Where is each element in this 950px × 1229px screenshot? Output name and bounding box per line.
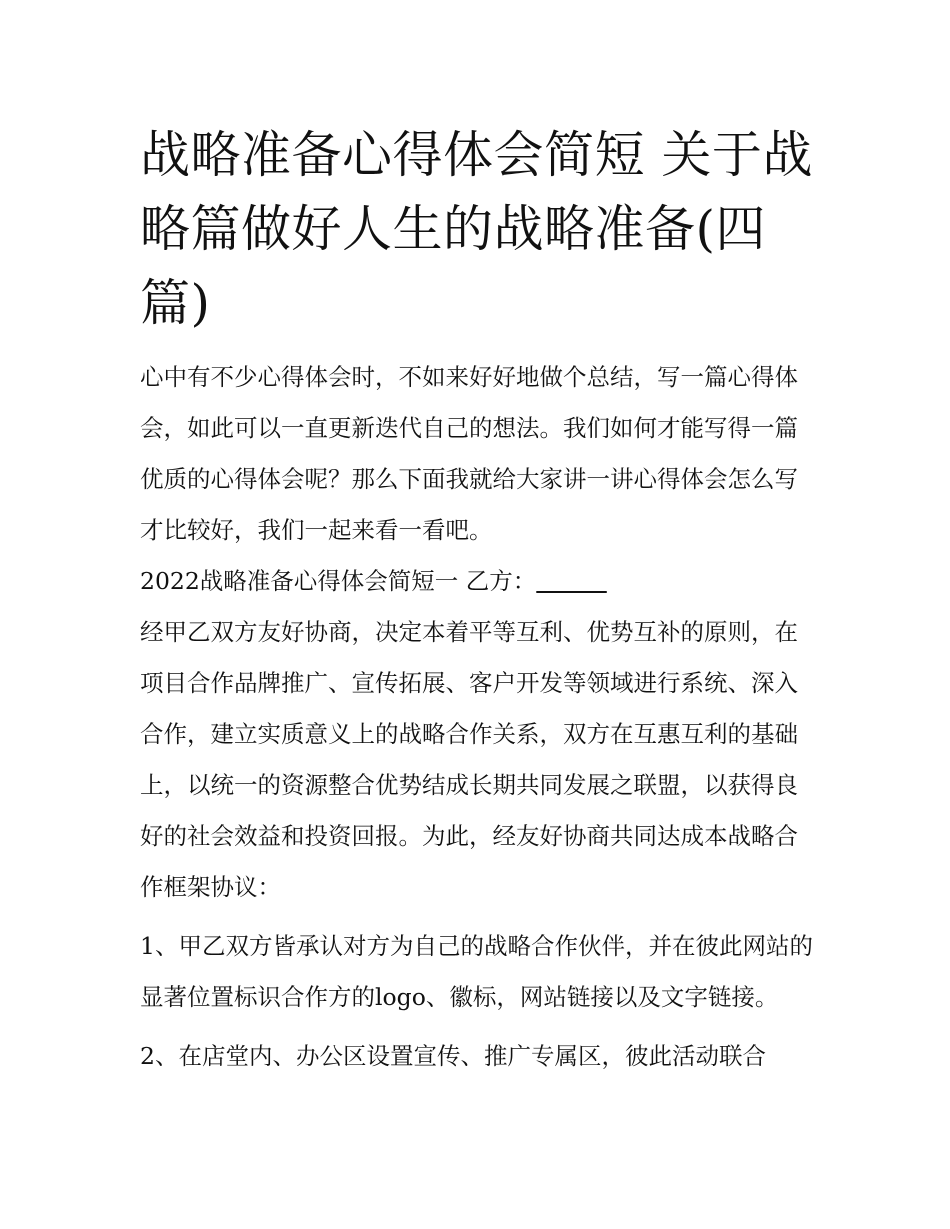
intro-paragraph: 心中有不少心得体会时，不如来好好地做个总结，写一篇心得体会，如此可以一直更新迭代自己的想法。我们如何才能写得一篇优质的心得体会呢？那么下面我就给大家讲一讲心得体会怎么写才比较好，我们一起来看一看吧。 xyxy=(140,363,798,544)
list-item-1: 1、甲乙双方皆承认对方为自己的战略合作伙伴，并在彼此网站的显著位置标识合作方的logo、徽标，网站链接以及文字链接。 xyxy=(140,932,813,1011)
document-title: 战略准备心得体会简短 关于战略篇做好人生的战略准备(四篇) xyxy=(140,126,813,332)
section-heading-text: 2022战略准备心得体会简短一 乙方： xyxy=(140,567,537,595)
body-paragraph: 经甲乙双方友好协商，决定本着平等互利、优势互补的原则，在项目合作品牌推广、宣传拓展、客户开发等领域进行系统、深入合作，建立实质意义上的战略合作关系，双方在互惠互利的基础上，以统一的资源整合优势结成长期共同发展之联盟，以获得良好的社会效益和投资回报。为此，经友好协商共同达成本战略合作框架协议： xyxy=(140,618,798,901)
section-heading xyxy=(140,556,820,607)
document-page xyxy=(140,118,820,1082)
list-item-2: 2、在店堂内、办公区设置宣传、推广专属区，彼此活动联合 xyxy=(140,1042,766,1070)
blank-line xyxy=(536,567,607,595)
